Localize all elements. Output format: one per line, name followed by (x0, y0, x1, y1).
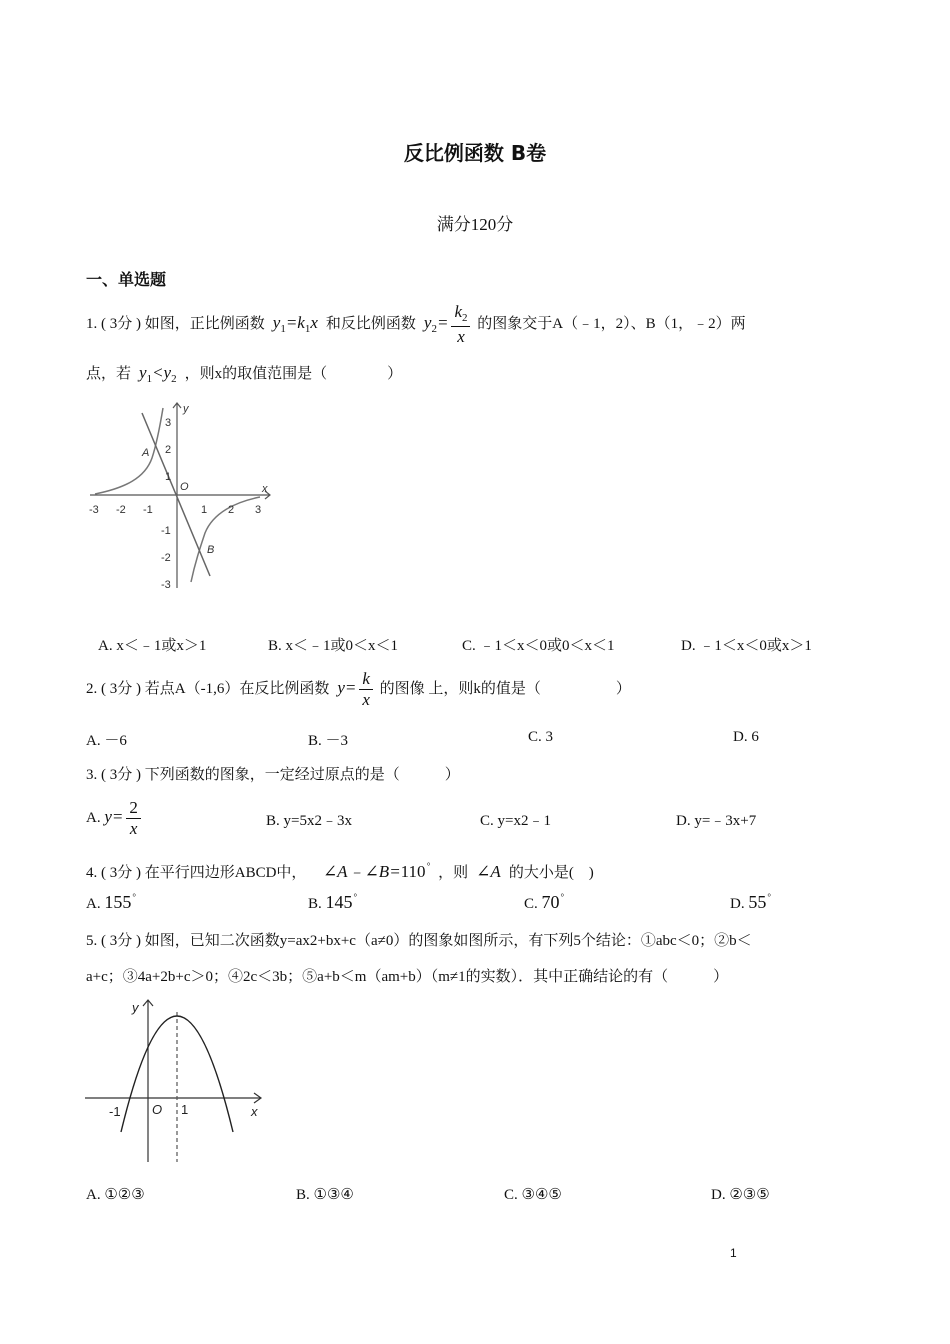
q1-text-a: 如图，正比例函数 (144, 316, 265, 333)
q1-origin-label: O (180, 481, 189, 493)
q4-option-a[interactable]: A. 155° (86, 892, 136, 912)
q3-number: 3. (86, 767, 98, 783)
q1-ytick: -1 (161, 525, 171, 537)
q3-option-a-letter: A. (86, 810, 101, 826)
q1-ytick: 3 (165, 417, 172, 429)
q4-option-b[interactable]: B. 145° (308, 892, 358, 912)
question-5-line2: a+c；③4a+2b+c＞0；④2c＜3b；⑤a+b＜m（am+b）（m≠1的实数）．其中正确结论的有（ ） (86, 969, 729, 985)
q4-option-d-letter: D. (730, 896, 745, 912)
q4-text-a: 在平行四边形ABCD中， (144, 865, 307, 881)
q5-y-label: y (132, 1000, 139, 1015)
q1-ytick: -2 (161, 552, 171, 564)
q1-xtick: 2 (228, 504, 235, 516)
q5-option-d[interactable]: D. ②③⑤ (711, 1187, 770, 1203)
q4-option-d[interactable]: D. 55° (730, 892, 771, 912)
q4-option-d-value: 55 (748, 892, 767, 912)
q1-ytick: 2 (165, 444, 172, 456)
q1-hyperbola-left (95, 408, 163, 494)
q4-option-c-letter: C. (524, 896, 538, 912)
q1-score: ( 3分 ) (101, 316, 141, 333)
q1-line2-a: 点，若 (86, 366, 132, 382)
q4-option-b-letter: B. (308, 896, 322, 912)
q1-option-d[interactable]: D. ﹣1＜x＜0或x＞1 (681, 638, 812, 654)
q1-graph (85, 398, 285, 598)
q5-text-line1: 如图，已知二次函数y=ax2+bx+c（a≠0）的图象如图所示，有下列5个结论：①abc＜0；②b＜ (144, 933, 752, 949)
q4-score: ( 3分 ) (101, 865, 141, 881)
q4-option-a-letter: A. (86, 896, 101, 912)
q1-xtick: -1 (143, 504, 153, 516)
q5-x-label: x (251, 1104, 258, 1119)
page-subtitle: 满分120分 (436, 215, 514, 234)
q5-score: ( 3分 ) (101, 933, 141, 949)
q2-text-a: 若点A（-1,6）在反比例函数 (144, 681, 330, 697)
q1-xtick: -3 (89, 504, 99, 516)
page-title: 反比例函数 B卷 (403, 141, 547, 165)
q2-option-c[interactable]: C. 3 (528, 729, 554, 745)
q3-option-a-formula: y= $\frac{2}{x}$ (104, 807, 144, 826)
q4-text-b: ，则 (438, 865, 469, 881)
q3-option-c[interactable]: C. y=x2﹣1 (480, 813, 551, 829)
q3-option-d[interactable]: D. y=﹣3x+7 (676, 813, 757, 829)
q1-formula-y2: $y_2=$ $\frac{k_2}{x}$ (420, 313, 474, 332)
q3-option-b[interactable]: B. y=5x2﹣3x (266, 813, 352, 829)
q4-option-c-value: 70 (541, 892, 560, 912)
question-3 (86, 763, 460, 784)
q1-text-b: 和反比例函数 (325, 316, 416, 333)
q1-ytick: 1 (165, 471, 172, 483)
q5-origin-label: O (152, 1102, 163, 1117)
q1-formula-y1: $y_1=k_1x$ (268, 313, 323, 336)
q2-score: ( 3分 ) (101, 681, 141, 697)
q5-graph (80, 992, 275, 1167)
q3-score: ( 3分 ) (101, 767, 141, 783)
q1-point-b-label: B (207, 544, 215, 556)
q1-xtick: 3 (255, 504, 262, 516)
q4-option-b-value: 145 (325, 892, 353, 912)
q1-ytick: -3 (161, 579, 171, 591)
question-5-line1 (86, 929, 752, 950)
question-4 (86, 857, 594, 882)
q1-xtick: -2 (116, 504, 126, 516)
q1-option-c[interactable]: C. ﹣1＜x＜0或0＜x＜1 (462, 638, 615, 654)
q3-option-a[interactable] (86, 797, 144, 838)
q2-option-d[interactable]: D. 6 (733, 729, 759, 745)
q1-point-a-label: A (142, 447, 150, 459)
q1-condition: $y_1<y_2$ (134, 363, 177, 385)
q5-option-b[interactable]: B. ①③④ (296, 1187, 354, 1203)
q4-angle-a: ∠A (471, 862, 506, 881)
q5-tick-1: 1 (181, 1102, 189, 1117)
q4-option-a-value: 155 (104, 892, 132, 912)
q5-option-c[interactable]: C. ③④⑤ (504, 1187, 562, 1203)
q4-formula: ∠A﹣∠B=110° (310, 861, 431, 881)
q4-option-c[interactable]: C. 70° (524, 892, 565, 912)
q1-number: 1. (86, 316, 98, 333)
q1-line2-b: ，则x的取值范围是（ ） (184, 366, 403, 382)
q1-option-a[interactable]: A. x＜﹣1或x＞1 (98, 638, 207, 654)
q4-text-c: 的大小是( ) (508, 865, 594, 881)
q1-x-label: x (262, 483, 268, 495)
q4-number: 4. (86, 865, 98, 881)
q2-option-a[interactable]: A. －6 (86, 733, 127, 749)
page-number: 1 (730, 1246, 737, 1260)
q2-formula: y= $\frac{k}{x}$ (333, 678, 376, 697)
q1-text-c: 的图象交于A（﹣1，2）、B（1，﹣2）两 (477, 316, 746, 333)
question-2 (86, 668, 631, 709)
q5-number: 5. (86, 933, 98, 949)
q5-tick-neg1: -1 (109, 1104, 121, 1119)
section-heading: 一、单选题 (86, 270, 167, 289)
q1-y-label: y (183, 403, 189, 415)
q2-text-b: 的图像 上，则k的值是（ ） (379, 681, 631, 697)
q3-text: 下列函数的图象，一定经过原点的是（ ） (144, 767, 460, 783)
q1-xtick: 1 (201, 504, 208, 516)
question-1-line2 (86, 362, 402, 385)
q2-number: 2. (86, 681, 98, 697)
question-1-line1 (86, 303, 746, 349)
q5-option-a[interactable]: A. ①②③ (86, 1187, 145, 1203)
q1-option-b[interactable]: B. x＜﹣1或0＜x＜1 (268, 638, 399, 654)
q2-option-b[interactable]: B. －3 (308, 733, 349, 749)
